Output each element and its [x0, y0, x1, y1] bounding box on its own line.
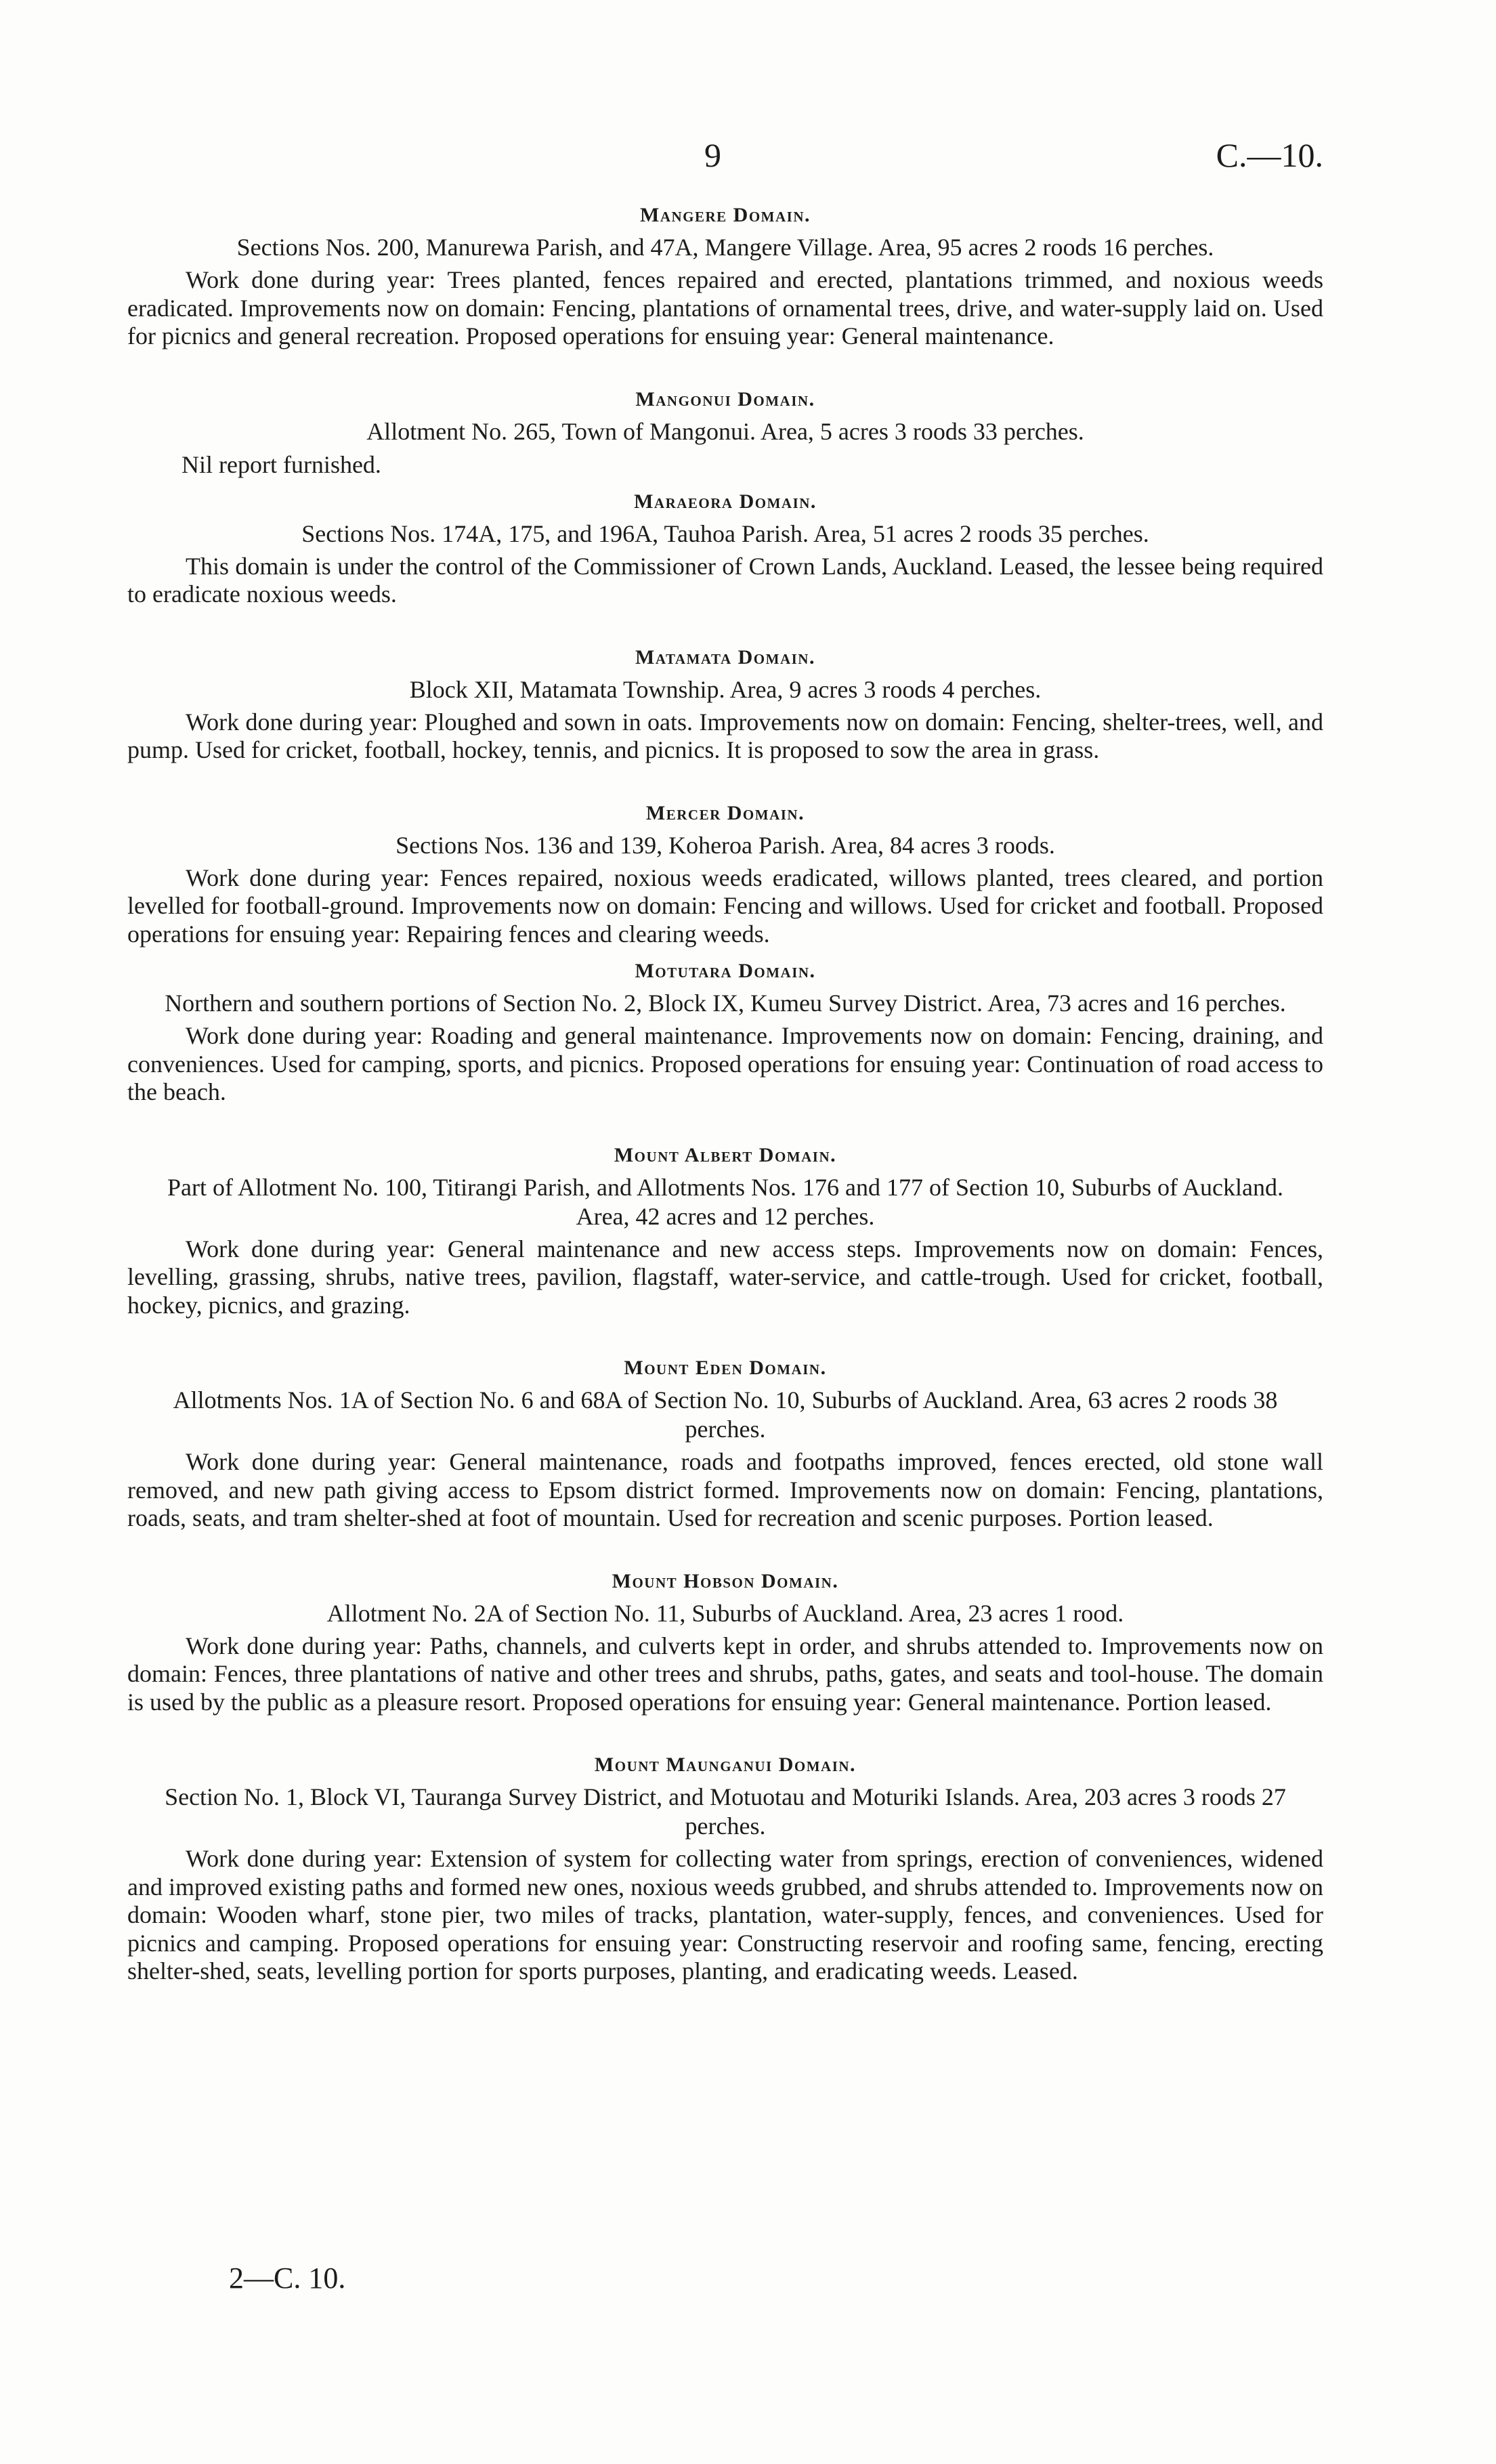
section-heading: Maraeora Domain.: [634, 490, 817, 513]
section-mount-eden: [127, 1353, 1323, 1533]
section-heading: Matamata Domain.: [635, 645, 815, 668]
section-location: Northern and southern portions of Section No. 2, Block IX, Kumeu Survey District. Area, 73 acres and 16 perches.: [165, 990, 1286, 1017]
section-maraeora: [127, 487, 1323, 609]
page-body: [127, 200, 1323, 1986]
section-location: Allotment No. 265, Town of Mangonui. Area, 5 acres 3 roods 33 perches.: [366, 417, 1084, 445]
section-location: Block XII, Matamata Township. Area, 9 acres 3 roods 4 perches.: [409, 675, 1042, 703]
signature-code: 2—C. 10.: [229, 2261, 346, 2295]
section-location: Part of Allotment No. 100, Titirangi Parish, and Allotments Nos. 176 and 177 of Section 10, Suburbs of Auckland. Area, 42 acres and 12 perches.: [167, 1173, 1283, 1230]
section-heading: Mangere Domain.: [640, 204, 811, 226]
section-text: Work done during year: Paths, channels, and culverts kept in order, and shrubs attended to. Improvements now on domain: Fences, three plantations of native and other trees and shrubs, paths, gates, and seats and tool-house. The domain is used by the public as a pleasure resort. Proposed operations for ensuing year: General maintenance. Portion leased.: [127, 1632, 1323, 1716]
section-location: Sections Nos. 174A, 175, and 196A, Tauhoa Parish. Area, 51 acres 2 roods 35 perches.: [301, 519, 1149, 547]
section-motutara: [127, 956, 1323, 1107]
section-text: Work done during year: Ploughed and sown in oats. Improvements now on domain: Fencing, shelter-trees, well, and pump. Used for cricket, football, hockey, tennis, and picnics. It is proposed to sow the area in grass.: [127, 708, 1323, 763]
section-heading: Motutara Domain.: [635, 960, 816, 982]
section-text: Work done during year: Trees planted, fences repaired and erected, plantations trimmed, and noxious weeds eradicated. Improvements now on domain: Fencing, plantations of ornamental trees, drive, and water-supply laid on. Used for picnics and general recreation. Proposed operations for ensuing year: General maintenance.: [127, 266, 1323, 349]
section-mangere: [127, 200, 1323, 351]
section-mount-hobson: [127, 1567, 1323, 1717]
section-mount-maunganui: [127, 1750, 1323, 1986]
section-heading: Mangonui Domain.: [635, 387, 815, 410]
section-location: Sections Nos. 200, Manurewa Parish, and 47A, Mangere Village. Area, 95 acres 2 roods 16 perches.: [236, 234, 1214, 261]
section-text: Work done during year: Fences repaired, noxious weeds eradicated, willows planted, trees cleared, and portion levelled for football-ground. Improvements now on domain: Fencing and willows. Used for cricket and football. Proposed operations for ensuing year: Repairing fences and clearing weeds.: [127, 864, 1323, 948]
section-heading: Mount Hobson Domain.: [612, 1569, 839, 1592]
section-location: Allotment No. 2A of Section No. 11, Suburbs of Auckland. Area, 23 acres 1 rood.: [326, 1599, 1124, 1627]
section-heading: Mount Albert Domain.: [614, 1143, 837, 1166]
section-text: Work done during year: General maintenance, roads and footpaths improved, fences erected, old stone wall removed, and new path giving access to Epsom district formed. Improvements now on domain: Fencing, plantations, roads, seats, and tram shelter-shed at foot of mountain. Used for recreation and scenic purposes. Portion leased.: [127, 1448, 1323, 1531]
section-text: Work done during year: General maintenance and new access steps. Improvements now on domain: Fences, levelling, grassing, shrubs, native trees, pavilion, flagstaff, water-service, and cattle-trough. Used for cricket, football, hockey, picnics, and grazing.: [127, 1235, 1323, 1319]
section-heading: Mercer Domain.: [645, 801, 805, 824]
page-number: 9: [704, 136, 721, 174]
section-location: Sections Nos. 136 and 139, Koheroa Parish. Area, 84 acres 3 roods.: [396, 831, 1055, 859]
section-text: Work done during year: Roading and general maintenance. Improvements now on domain: Fencing, draining, and conveniences. Used for camping, sports, and picnics. Proposed operations for ensuing year: Continuation of road access to the beach.: [127, 1022, 1323, 1105]
section-mount-albert: [127, 1141, 1323, 1320]
section-mangonui: [127, 385, 1323, 479]
section-text: This domain is under the control of the Commissioner of Crown Lands, Auckland. Leased, the lessee being required to eradicate noxious weeds.: [127, 552, 1323, 608]
document-code: C.—10.: [1216, 136, 1323, 174]
section-heading: Mount Maunganui Domain.: [594, 1754, 857, 1776]
section-mercer: [127, 799, 1323, 949]
section-text: Work done during year: Extension of system for collecting water from springs, erection of conveniences, widened and improved existing paths and formed new ones, noxious weeds grubbed, and shrubs attended to. Improvements now on domain: Wooden wharf, stone pier, two miles of tracks, plantation, water-supply, fences, and conveniences. Used for picnics and camping. Proposed operations for ensuing year: Constructing reservoir and roofing same, fencing, erecting shelter-shed, seats, levelling portion for sports purposes, planting, and eradicating weeds. Leased.: [127, 1845, 1323, 1984]
section-location: Allotments Nos. 1A of Section No. 6 and 68A of Section No. 10, Suburbs of Auckland. Area, 63 acres 2 roods 38 perches.: [173, 1386, 1278, 1443]
section-location: Section No. 1, Block VI, Tauranga Survey District, and Motuotau and Moturiki Islands. Area, 203 acres 3 roods 27 perches.: [165, 1783, 1286, 1840]
section-matamata: [127, 643, 1323, 765]
section-heading: Mount Eden Domain.: [624, 1357, 827, 1379]
section-text: Nil report furnished.: [181, 450, 381, 478]
